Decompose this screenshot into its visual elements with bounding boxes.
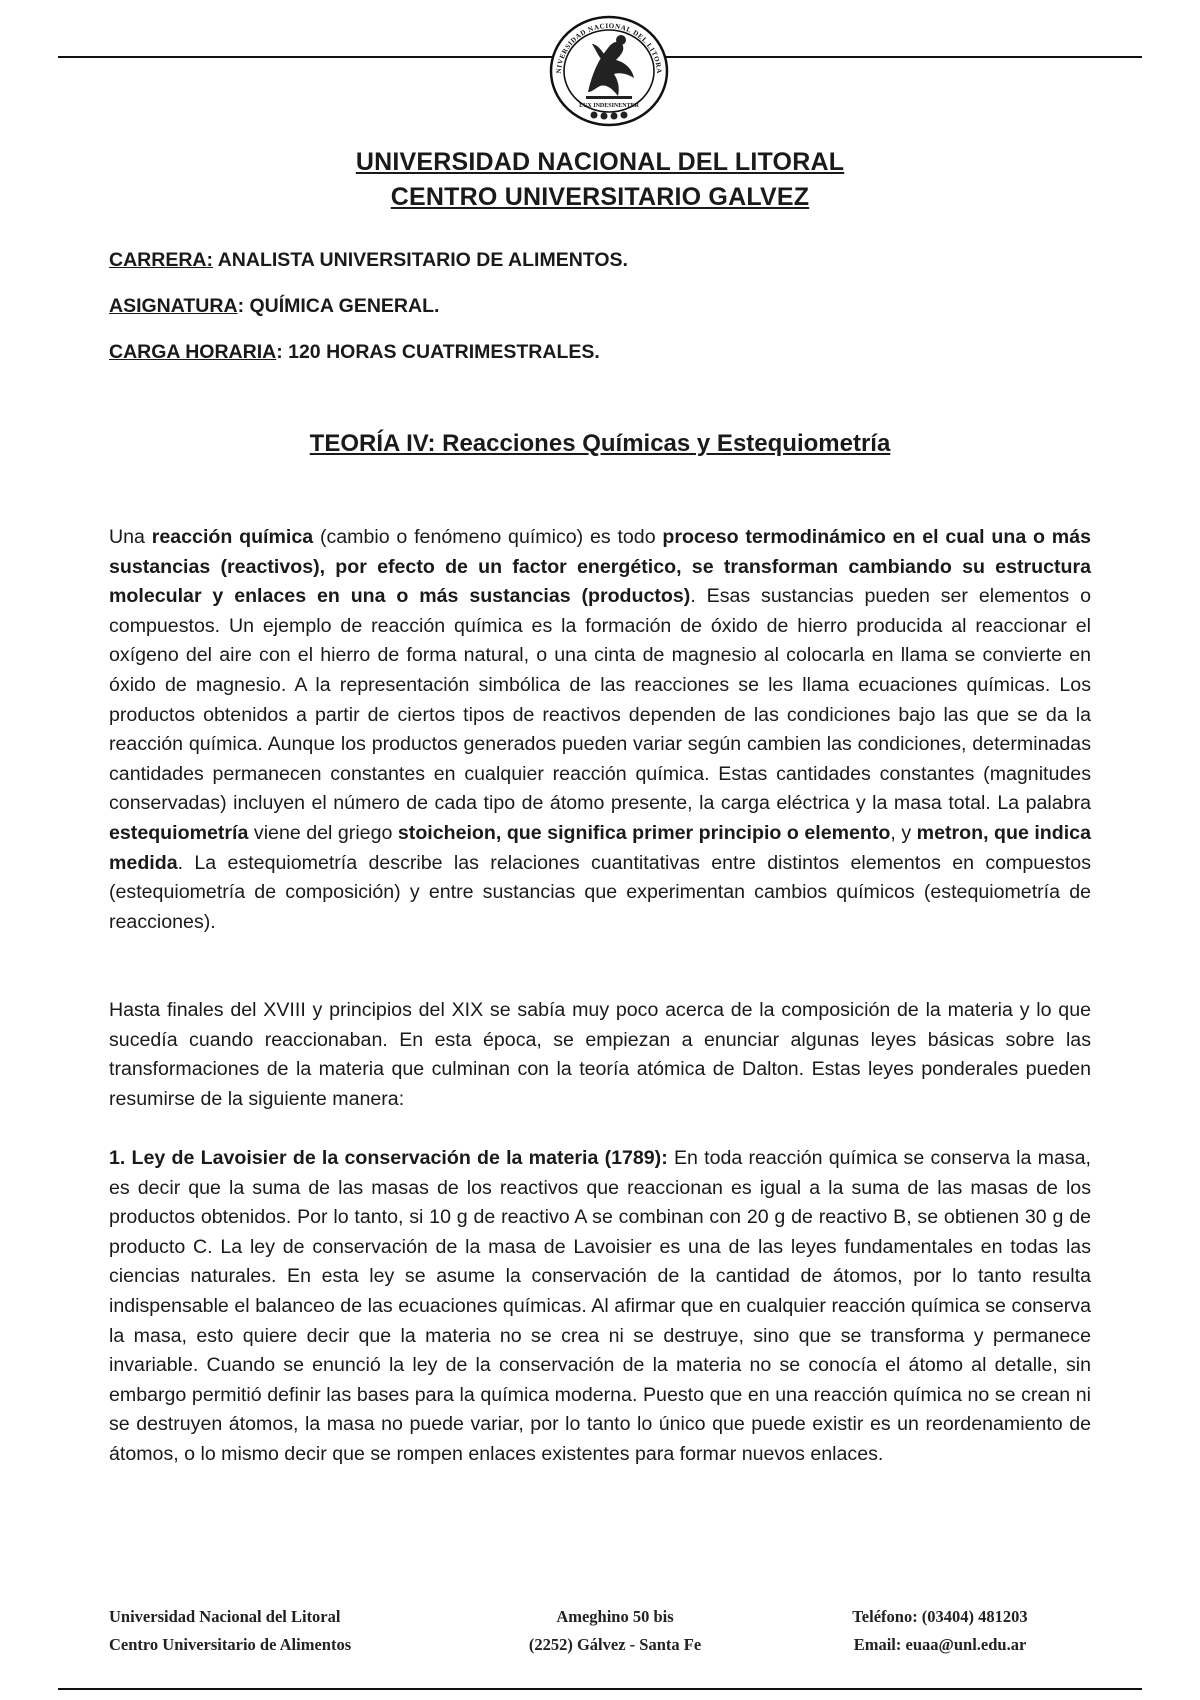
p1-bold-proceso: proceso termodinámico en el cual una o más sustancias (reactivos), por efecto de un factor energético, se transforman cambiando su estructura molecular y enlaces en una o más sustancias (productos) (109, 526, 1091, 608)
p1-text-3: . Esas sustancias pueden ser elementos o compuestos. Un ejemplo de reacción química es la formación de óxido de hierro producida al reaccionar el oxígeno del aire con el hierro de forma natural, o una cinta de magnesio al colocarla en llama se convierte en óxido de magnesio. A la representación simbólica de las reacciones se les llama ecuaciones químicas. Los productos obtenidos a partir de ciertos tipos de reactivos dependen de las condiciones bajo las que se da la reacción química. Aunque los productos generados pueden variar según cambien las condiciones, determinadas cantidades permanecen constantes en cualquier reacción química. Estas cantidades constantes (magnitudes conservadas) incluyen el número de cada tipo de átomo presente, la carga eléctrica y la masa total. La palabra (109, 585, 1091, 815)
paragraph-reaction-definition (109, 523, 1091, 937)
seal-ring-text: NIVERSIDAD NACIONAL DEL LITORA (554, 21, 664, 75)
subject-label: ASIGNATURA (109, 295, 238, 317)
p1-bold-reaccion: reacción química (151, 526, 314, 548)
topic-heading: TEORÍA IV: Reacciones Químicas y Estequiometría (309, 430, 891, 457)
center-title: CENTRO UNIVERSITARIO GALVEZ (390, 183, 810, 211)
subject-line (109, 295, 439, 318)
footer-city: (2252) Gálvez - Santa Fe (528, 1635, 702, 1654)
footer-email: Email: euaa@unl.edu.ar (853, 1635, 1027, 1654)
seal-motto: LUX INDESINENTER (579, 103, 639, 109)
footer-street: Ameghino 50 bis (556, 1607, 674, 1626)
university-title: UNIVERSIDAD NACIONAL DEL LITORAL (355, 148, 845, 176)
footer-phone: Teléfono: (03404) 481203 (852, 1607, 1028, 1626)
p3-bold-law-title: 1. Ley de Lavoisier de la conservación de la materia (1789): (109, 1147, 668, 1169)
hours-value: : 120 HORAS CUATRIMESTRALES. (276, 341, 600, 363)
p1-text-6: . La estequiometría describe las relaciones cuantitativas entre distintos elementos en compuestos (estequiometría de composición) y entre sustancias que experimentan cambios químicos (estequiometría de reacciones). (109, 851, 1091, 933)
footer-rule (58, 1688, 1142, 1690)
p1-bold-stoicheion: stoicheion, que significa primer principio o elemento (397, 821, 891, 844)
footer-contact (820, 1603, 1060, 1659)
career-value: ANALISTA UNIVERSITARIO DE ALIMENTOS. (217, 249, 628, 271)
university-seal (548, 14, 670, 128)
career-line (109, 249, 628, 272)
p1-bold-metron: metron, que indica medida (109, 821, 1091, 874)
hours-line (109, 341, 600, 364)
footer-center: Centro Universitario de Alimentos (109, 1635, 352, 1654)
p1-text-2: (cambio o fenómeno químico) es todo (313, 526, 663, 548)
p1-text-4: viene del griego (248, 821, 398, 844)
footer-address (500, 1603, 730, 1659)
footer-university: Universidad Nacional del Litoral (109, 1607, 341, 1626)
header-rule-right (666, 56, 1142, 58)
header-rule-left (58, 56, 552, 58)
paragraph-historical-context: Hasta finales del XVIII y principios del XIX se sabía muy poco acerca de la composición de la materia y lo que sucedía cuando reaccionaban. En esta época, se empiezan a enunciar algunas leyes básicas sobre las transformaciones de la materia que culminan con la teoría atómica de Dalton. Estas leyes ponderales pueden resumirse de la siguiente manera: (109, 999, 1091, 1110)
p3-text: En toda reacción química se conserva la masa, es decir que la suma de las masas de los reactivos que reaccionan es igual a la suma de las masas de los productos obtenidos. Por lo tanto, si 10 g de reactivo A se combinan con 20 g de reactivo B, se obtienen 30 g de producto C. La ley de conservación de la masa de Lavoisier es una de las leyes fundamentales en todas las ciencias naturales. En esta ley se asume la conservación de la cantidad de átomos, por lo tanto resulta indispensable el balanceo de las ecuaciones químicas. Al afirmar que en cualquier reacción química se conserva la masa, esto quiere decir que la materia no se crea ni se destruye, sino que se transforma y permanece invariable. Cuando se enunció la ley de la conservación de la materia no se conocía el átomo al detalle, sin embargo permitió definir las bases para la química moderna. Puesto que en una reacción química no se crean ni se destruyen átomos, la masa no puede variar, por lo tanto lo único que puede existir es un reordenamiento de átomos, o lo mismo decir que se rompen enlaces existentes para formar nuevos enlaces. (109, 1147, 1091, 1465)
p1-text-1: Una (109, 526, 152, 548)
subject-value: : QUÍMICA GENERAL. (237, 295, 440, 317)
career-label: CARRERA: (109, 249, 213, 271)
p1-bold-estequiometria: estequiometría (109, 821, 249, 844)
footer-left (109, 1603, 351, 1659)
paragraph-lavoisier-law (109, 1144, 1091, 1470)
p1-text-5: , y (890, 821, 917, 844)
hours-label: CARGA HORARIA (109, 341, 277, 363)
